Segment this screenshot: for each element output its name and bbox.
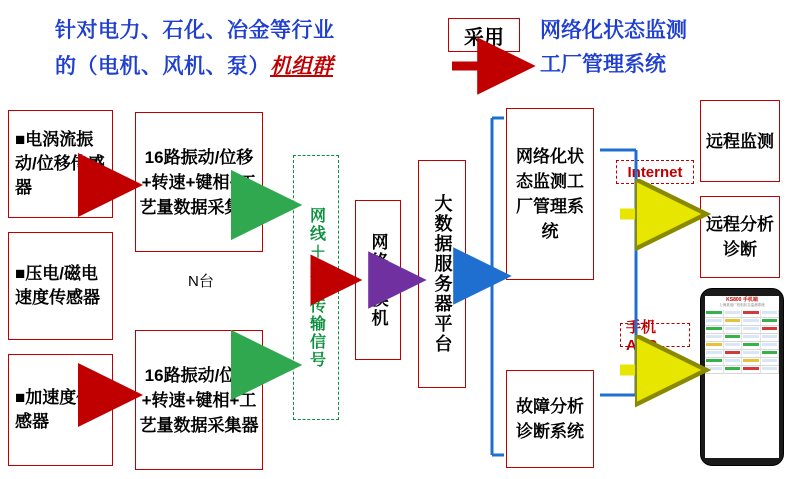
sensor-2-label: ■压电/磁电速度传感器: [15, 264, 100, 307]
factory-system-box: [506, 108, 594, 280]
internet-label: Internet: [627, 163, 683, 181]
remote-monitor-label: 远程监测: [706, 131, 774, 151]
header-line1-text: 针对电力、石化、冶金等行业: [55, 19, 335, 42]
collector-box-2: [135, 330, 263, 470]
phone-cell: [705, 334, 724, 341]
sensor-1-label: ■电涡流振动/位移传感器: [15, 130, 105, 197]
adopt-box: [448, 18, 520, 52]
remote-diagnosis-box: [700, 196, 780, 278]
phone-cell: [724, 350, 743, 357]
phone-screen: [705, 296, 779, 458]
internet-label-box: [616, 160, 694, 184]
phone-cell: [742, 358, 761, 365]
phone-cell: [761, 342, 780, 349]
app-label-box: [620, 319, 690, 354]
phone-cell: [724, 318, 743, 325]
collector-1-label: 16路振动/位移+转速+键相+工艺量数据采集器: [139, 147, 259, 217]
phone-app-subtitle: 上海某电厂机组状态监测系统: [719, 303, 765, 307]
sensor-box-2: [8, 232, 113, 340]
sensor-box-3: [8, 354, 113, 466]
header-right-line2-text: 工厂管理系统: [540, 53, 666, 76]
header-right-line2: [540, 50, 666, 80]
phone-cell: [724, 342, 743, 349]
phone-cell: [705, 366, 724, 373]
phone-cell: [724, 366, 743, 373]
switch-label: 网络交换机: [368, 232, 388, 328]
server-box: [418, 160, 466, 388]
phone-cell: [724, 358, 743, 365]
list-item: [705, 326, 779, 334]
phone-cell: [761, 350, 780, 357]
phone-cell: [742, 326, 761, 333]
adopt-box-label: 采用: [464, 26, 504, 49]
phone-cell: [761, 334, 780, 341]
fault-system-label: 故障分析诊断系统: [516, 397, 584, 441]
header-right-line1: [540, 16, 687, 46]
phone-mockup: [700, 288, 784, 466]
fault-system-box: [506, 370, 594, 468]
server-label: 大数据服务器平台: [432, 194, 453, 354]
header-line2-prefix: 的（电机、风机、泵）: [55, 55, 270, 78]
phone-cell: [724, 310, 743, 317]
collector-count-note: [188, 270, 214, 291]
phone-cell: [724, 334, 743, 341]
header-line2-emphasis: 机组群: [270, 55, 333, 78]
collector-count-text: N台: [188, 273, 214, 290]
phone-cell: [742, 342, 761, 349]
phone-cell: [742, 310, 761, 317]
phone-cell: [761, 326, 780, 333]
header-line2: [55, 50, 333, 82]
header-right-line1-text: 网络化状态监测: [540, 19, 687, 42]
remote-diagnosis-label: 远程分析诊断: [706, 215, 774, 259]
phone-cell: [761, 318, 780, 325]
phone-cell: [705, 310, 724, 317]
switch-box: [355, 200, 401, 360]
header-line1: [55, 16, 335, 46]
phone-app-title: KS800 手机端: [726, 297, 758, 303]
phone-cell: [742, 334, 761, 341]
phone-cell: [742, 366, 761, 373]
sensor-box-1: [8, 110, 113, 218]
transmission-box: [293, 155, 339, 420]
right-bracket-arms: [600, 150, 636, 395]
collector-2-label: 16路振动/位移+转速+键相+工艺量数据采集器: [139, 365, 259, 435]
phone-cell: [705, 350, 724, 357]
phone-cell: [761, 366, 780, 373]
phone-cell: [705, 326, 724, 333]
phone-cell: [724, 326, 743, 333]
collector-box-1: [135, 112, 263, 252]
sensor-3-label: ■加速度传感器: [15, 388, 94, 431]
list-item: [705, 310, 779, 318]
phone-cell: [742, 318, 761, 325]
phone-cell: [705, 342, 724, 349]
phone-cell: [705, 358, 724, 365]
transmission-label: 网线＋光纤传输信号: [307, 206, 325, 369]
list-item: [705, 366, 779, 374]
app-label: 手机APP: [626, 319, 657, 354]
list-item: [705, 350, 779, 358]
list-item: [705, 342, 779, 350]
remote-monitor-box: [700, 100, 780, 182]
phone-cell: [761, 358, 780, 365]
list-item: [705, 318, 779, 326]
phone-cell: [742, 350, 761, 357]
list-item: [705, 358, 779, 366]
systems-bracket-ends: [492, 118, 504, 455]
phone-cell: [705, 318, 724, 325]
phone-cell: [761, 310, 780, 317]
list-item: [705, 334, 779, 342]
factory-system-label: 网络化状态监测工厂管理系统: [516, 147, 584, 241]
